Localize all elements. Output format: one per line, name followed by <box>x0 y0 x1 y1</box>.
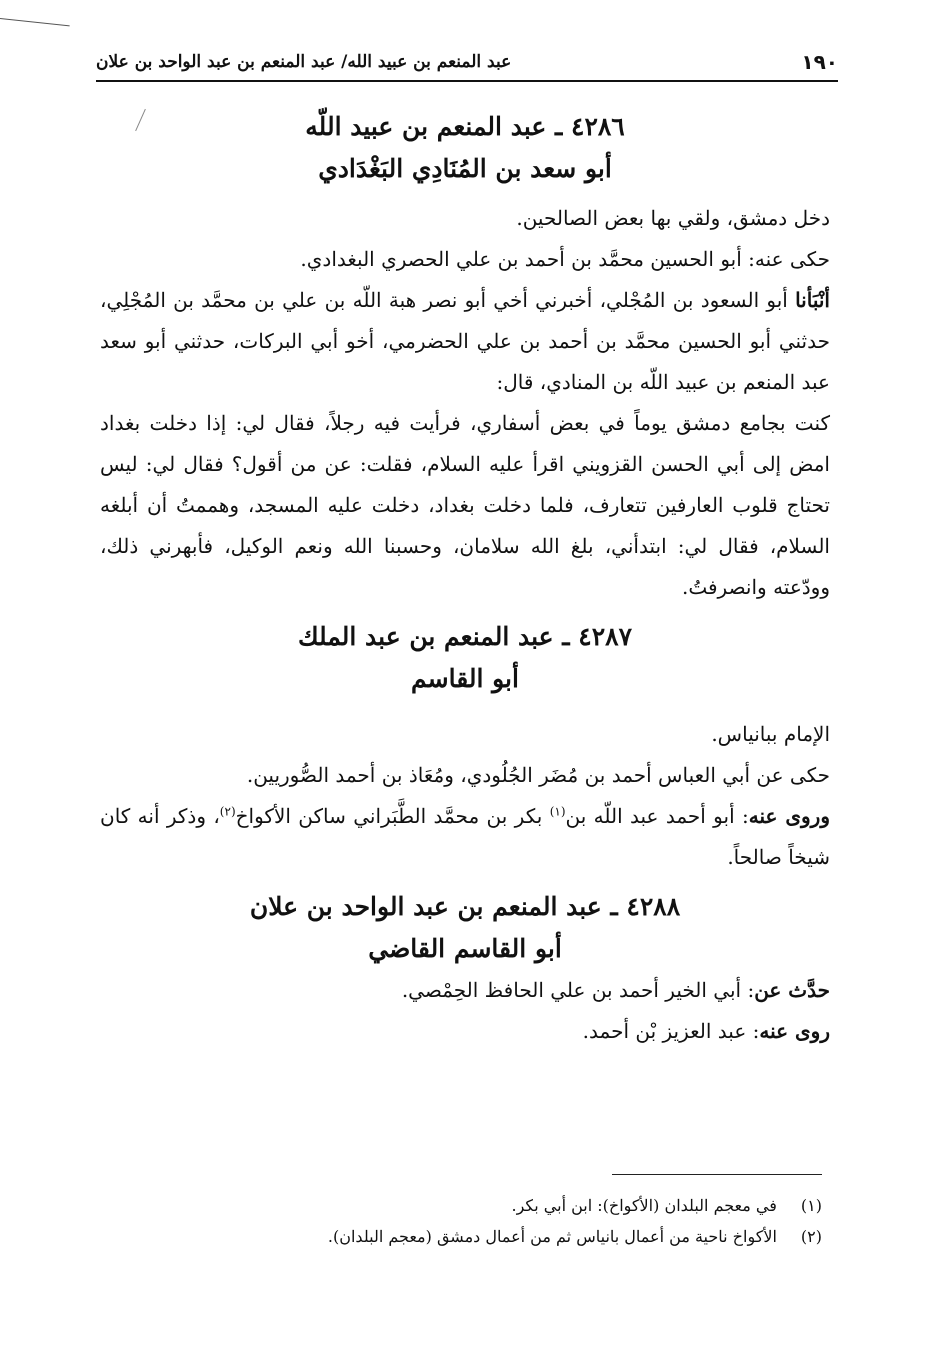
paragraph: دخل دمشق، ولقي بها بعض الصالحين. <box>516 206 830 230</box>
entry-title: ٤٢٨٨ ـ عبد المنعم بن عبد الواحد بن علان <box>249 892 681 921</box>
entry-4288 <box>100 886 830 1052</box>
footnote-number: (٢) <box>800 1227 822 1246</box>
hadath-lead: حدَّث عن <box>754 978 830 1002</box>
paragraph: الإمام ببانياس. <box>711 722 830 746</box>
riwaya-text: : أبو أحمد عبد اللّه بن <box>565 804 749 828</box>
hadath-paragraph <box>100 970 830 1011</box>
paragraph: حكى عنه: أبو الحسين محمَّد بن أحمد بن علي الحصري البغدادي. <box>300 247 830 271</box>
footnotes <box>100 1190 822 1252</box>
narrative-paragraph: كنت بجامع دمشق يوماً في بعض أسفاري، فرأيت فيه رجلاً، فقال لي: إذا دخلت بغداد امض إلى أبي الحسن القزويني اقرأ عليه السلام، فقلت: عن من أقول؟ فقال لي: ليس تحتاج قلوب العارفين تتعارف، فلما دخلت بغداد، دخلت عليه المسجد، وهممتُ أن أبلغه السلام، فقال لي: ابتدأني، بلغ الله سلامان، وحسبنا الله ونعم الوكيل، فأبهرني ذلك، وودّعته وانصرفتُ. <box>100 411 831 599</box>
hadath-text: : أبي الخير أحمد بن علي الحافظ الحِمْصي. <box>401 978 755 1002</box>
footnote-divider <box>612 1174 822 1175</box>
riwaya-lead: روى عنه <box>759 1019 830 1043</box>
running-header <box>96 44 838 82</box>
footnote-item <box>100 1190 822 1221</box>
main-text <box>100 106 830 1052</box>
footnote-item <box>100 1221 822 1252</box>
entry-4286 <box>100 106 830 608</box>
riwaya-text: ، وذكر أنه كان شيخاً صالحاً. <box>100 804 830 869</box>
isnad-lead: أنْبَأنا <box>795 288 830 312</box>
entry-title: ٤٢٨٦ ـ عبد المنعم بن عبيد اللّه <box>305 112 625 141</box>
footnote-number: (١) <box>800 1196 822 1215</box>
entry-subtitle: أبو سعد بن المُنَادِي البَغْدَادي <box>318 154 612 183</box>
entry-4287 <box>100 616 830 878</box>
riwaya-paragraph <box>100 796 830 878</box>
entry-subtitle: أبو القاسم القاضي <box>368 934 562 963</box>
footnote-text: الأكواخ ناحية من أعمال بانياس ثم من أعمال دمشق (معجم البلدان). <box>327 1227 777 1246</box>
footnote-text: في معجم البلدان (الأكواخ): ابن أبي بكر. <box>511 1196 777 1215</box>
footnote-ref[interactable]: (١) <box>549 804 566 819</box>
paragraph: حكى عن أبي العباس أحمد بن مُضَر الجُلُودي، ومُعَاذ بن أحمد الصُّوريين. <box>246 763 830 787</box>
footnote-ref[interactable]: (٢) <box>219 804 236 819</box>
riwaya-text: : عبد العزيز بْن أحمد. <box>582 1019 760 1043</box>
riwaya-lead: وروى عنه <box>748 804 830 828</box>
running-title: عبد المنعم بن عبيد الله/ عبد المنعم بن عبد الواحد بن علان <box>96 52 512 72</box>
entry-subtitle: أبو القاسم <box>411 664 519 693</box>
isnad-paragraph <box>100 280 830 403</box>
scan-corner-mark <box>0 18 70 26</box>
entry-title: ٤٢٨٧ ـ عبد المنعم بن عبد الملك <box>297 622 633 651</box>
page-number: ١٩٠ <box>801 50 838 74</box>
riwaya-paragraph <box>100 1011 830 1052</box>
isnad-text: أبو السعود بن المُجْلي، أخبرني أخي أبو نصر هبة اللّه بن علي بن محمَّد بن المُجْلِي، حدثني أبو الحسين محمَّد بن أحمد بن علي الحضرمي، أخو أبي البركات، حدثني أبو سعد عبد المنعم بن عبيد اللّه بن المنادي، قال: <box>100 288 830 394</box>
riwaya-text: بكر بن محمَّد الطَّبَراني ساكن الأكواخ <box>235 804 550 828</box>
